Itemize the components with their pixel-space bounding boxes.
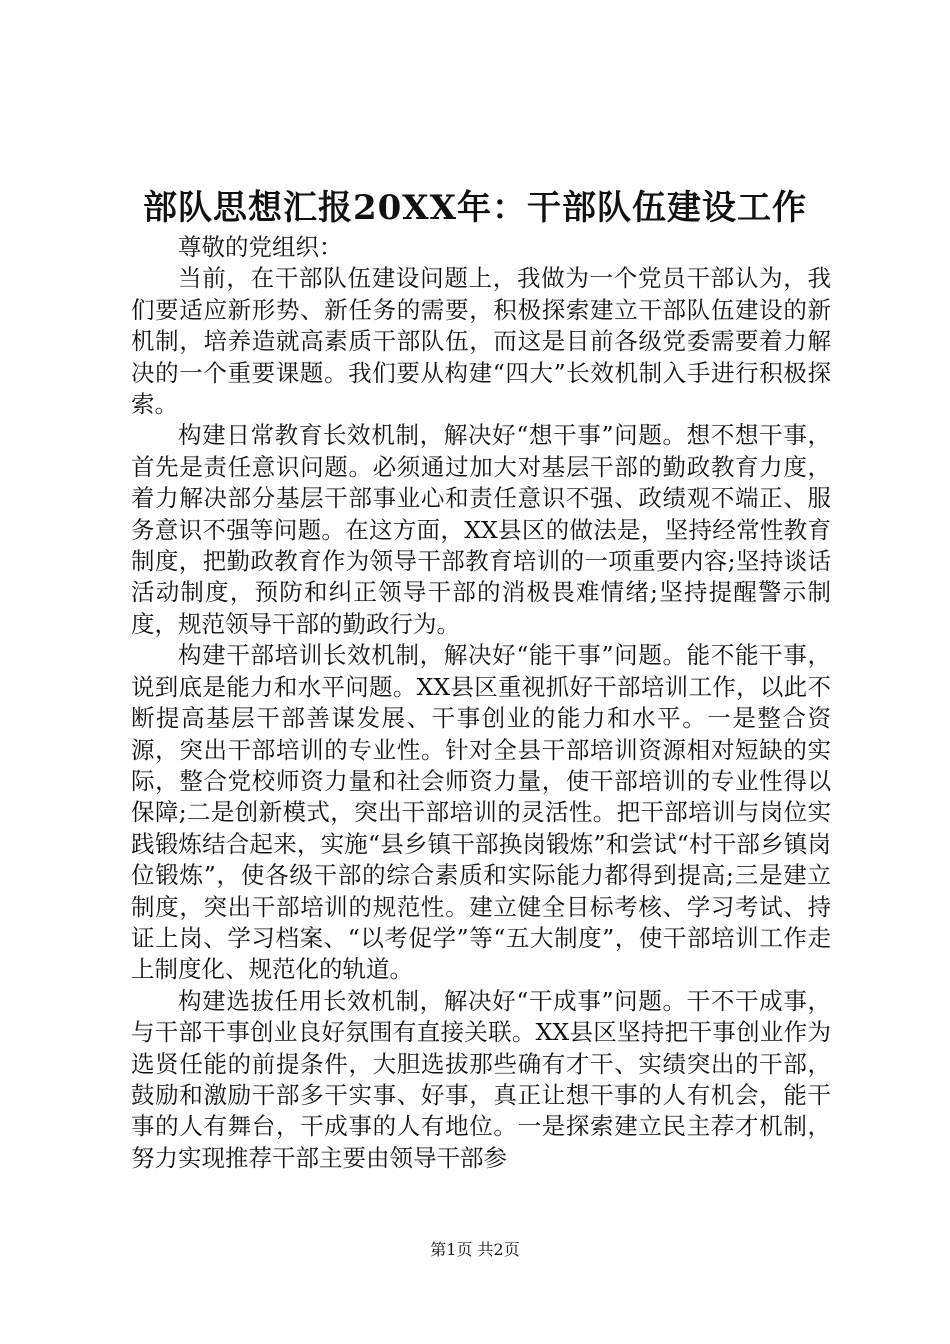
- document-title: 部队思想汇报20XX年：干部队伍建设工作: [142, 188, 808, 228]
- salutation: 尊敬的党组织：: [178, 233, 343, 261]
- paragraph-intro: 当前，在干部队伍建设问题上，我做为一个党员干部认为，我们要适应新形势、新任务的需要，积极探索建立干部队伍建设的新机制，培养造就高素质干部队伍，而这是目前各级党委需要着力解决的一个重要课题。我们要从构建“四大”长效机制入手进行积极探索。: [131, 264, 831, 419]
- paragraph-training-mechanism: 构建干部培训长效机制，解决好“能干事”问题。能不能干事，说到底是能力和水平问题。XX县区重视抓好干部培训工作，以此不断提高基层干部善谋发展、干事创业的能力和水平。一是整合资源，突出干部培训的专业性。针对全县干部培训资源相对短缺的实际，整合党校师资力量和社会师资力量，使干部培训的专业性得以保障;二是创新模式，突出干部培训的灵活性。把干部培训与岗位实践锻炼结合起来，实施“县乡镇干部换岗锻炼”和尝试“村干部乡镇岗位锻炼”，使各级干部的综合素质和实际能力都得到提高;三是建立制度，突出干部培训的规范性。建立健全目标考核、学习考试、持证上岗、学习档案、“以考促学”等“五大制度”，使干部培训工作走上制度化、规范化的轨道。: [131, 641, 831, 984]
- paragraph-education-mechanism: 构建日常教育长效机制，解决好“想干事”问题。想不想干事，首先是责任意识问题。必须通过加大对基层干部的勤政教育力度，着力解决部分基层干部事业心和责任意识不强、政绩观不端正、服务意识不强等问题。在这方面，XX县区的做法是，坚持经常性教育制度，把勤政教育作为领导干部教育培训的一项重要内容;坚持谈话活动制度，预防和纠正领导干部的消极畏难情绪;坚持提醒警示制度，规范领导干部的勤政行为。: [131, 421, 831, 638]
- document-body: [131, 232, 831, 1174]
- paragraph-selection-mechanism: 构建选拔任用长效机制，解决好“干成事”问题。干不干成事，与干部干事创业良好氛围有直接关联。XX县区坚持把干事创业作为选贤任能的前提条件，大胆选拔那些确有才干、实绩突出的干部，鼓励和激励干部多干实事、好事，真正让想干事的人有机会，能干事的人有舞台，干成事的人有地位。一是探索建立民主荐才机制，努力实现推荐干部主要由领导干部参: [131, 986, 831, 1172]
- page-number-footer: 第1页 共2页: [430, 1240, 520, 1259]
